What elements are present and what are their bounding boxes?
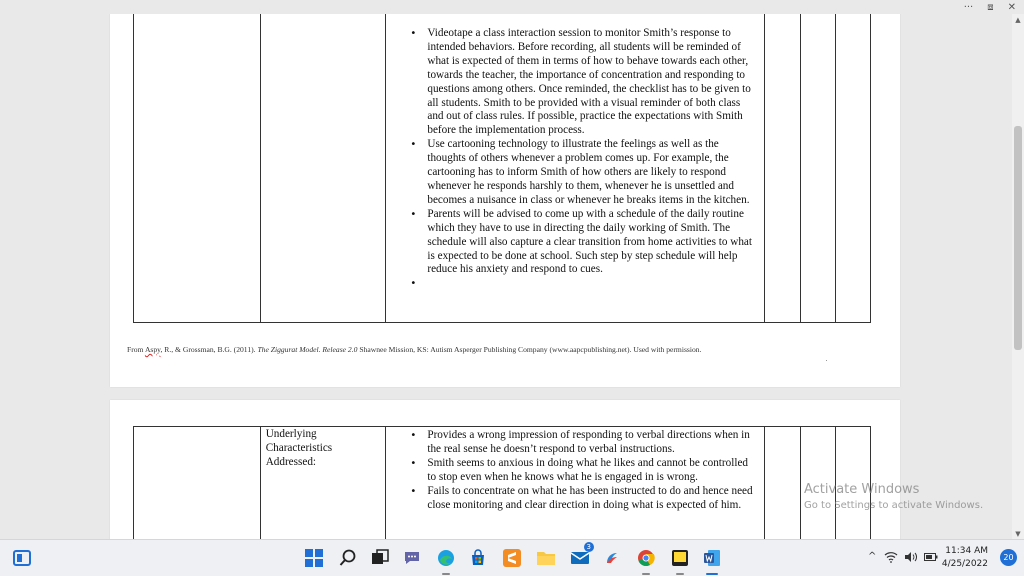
list-item: • Smith seems to anxious in doing what he likes and cannot be controlled to stop even when he knows what he is engaged in is wrong. <box>386 457 764 485</box>
edge-icon[interactable] <box>434 546 458 570</box>
table-cell[interactable] <box>765 427 800 541</box>
scroll-up-icon[interactable]: ▲ <box>1015 16 1021 24</box>
notification-badge[interactable]: 20 <box>1000 549 1017 566</box>
characteristics-cell[interactable] <box>386 427 765 541</box>
wifi-icon[interactable] <box>882 548 900 566</box>
volume-icon[interactable] <box>902 548 920 566</box>
document-page-1 <box>110 14 900 387</box>
mail-icon[interactable] <box>568 543 592 570</box>
battery-icon[interactable] <box>922 548 940 566</box>
table-cell[interactable] <box>260 14 386 323</box>
table-cell[interactable] <box>800 14 835 323</box>
characteristics-list <box>386 427 764 512</box>
watermark-subtitle: Go to Settings to activate Windows. <box>804 500 984 511</box>
clock-date: 4/25/2022 <box>941 559 988 569</box>
table-cell[interactable] <box>765 14 800 323</box>
close-icon[interactable]: ✕ <box>1007 1 1016 13</box>
citation-rest: , R., & Grossman, B.G. (2011). <box>160 345 258 354</box>
file-explorer-icon[interactable] <box>534 546 558 570</box>
mail-badge: 3 <box>584 542 594 552</box>
word-icon[interactable] <box>700 546 724 570</box>
label-cell[interactable] <box>260 427 386 541</box>
store-icon[interactable] <box>466 546 490 570</box>
table-cell[interactable] <box>835 14 870 323</box>
citation-note <box>127 345 701 354</box>
watermark-title: Activate Windows <box>804 482 920 497</box>
running-indicator <box>442 573 450 575</box>
active-indicator <box>706 573 718 575</box>
table-cell[interactable] <box>134 14 261 323</box>
list-item: • Parents will be advised to come up with a schedule of the daily routine which they have to use in directing the daily working of Smith. The schedule will also capture a clear transition from home activities to what is expected to be done at school. Such step by step schedule will help reduce his anxiety and respond to cues. <box>386 208 764 278</box>
snap-layout-icon[interactable] <box>10 546 34 570</box>
document-workspace <box>0 14 1012 540</box>
running-indicator <box>642 573 650 575</box>
intervention-list <box>386 14 764 291</box>
list-item: • Fails to concentrate on what he has been instructed to do and hence need close monitoring and clear direction in doing what is expected of him. <box>386 485 764 513</box>
search-icon[interactable] <box>336 546 360 570</box>
list-item: • Use cartooning technology to illustrate the feelings as well as the thoughts of others whenever a problem comes up. For example, the cartooning has to inform Smith of how others are likely to respond whenever he responds harshly to them, whenever he is unsettled and becomes a nuisance in class or whenever he breaks items in the kitchen. <box>386 138 764 208</box>
windows-start-icon[interactable] <box>302 546 326 570</box>
spelling-error-word[interactable]: Aspy <box>144 345 161 354</box>
scrollbar-thumb[interactable] <box>1014 126 1022 350</box>
citation-title: The Ziggurat Model. Release 2.0 <box>257 345 358 354</box>
window-controls <box>964 0 1024 14</box>
document-page-2 <box>110 400 900 540</box>
scroll-down-icon[interactable]: ▼ <box>1015 530 1021 538</box>
citation-prefix: From <box>127 345 145 354</box>
citation-suffix: Shawnee Mission, KS: Autism Asperger Publishing Company (www.aapcpublishing.net). Used with permission. <box>357 345 702 354</box>
chrome-icon[interactable] <box>634 546 658 570</box>
vertical-scrollbar[interactable] <box>1012 14 1024 540</box>
app-icon[interactable] <box>600 546 624 570</box>
activate-windows-watermark <box>804 482 983 511</box>
restore-icon[interactable]: ⧈ <box>987 1 994 13</box>
table-cell[interactable] <box>134 427 261 541</box>
sticky-notes-icon[interactable] <box>668 546 692 570</box>
taskbar <box>0 539 1024 576</box>
task-view-icon[interactable] <box>368 546 392 570</box>
clock[interactable] <box>942 545 988 571</box>
interventions-cell[interactable] <box>386 14 765 323</box>
intervention-table <box>133 426 871 540</box>
table-row <box>134 427 871 541</box>
list-item: • Provides a wrong impression of responding to verbal directions when in the real sense he doesn’t respond to verbal instructions. <box>386 429 764 457</box>
sublime-icon[interactable] <box>500 546 524 570</box>
empty-list-item <box>386 277 764 291</box>
table-row <box>134 14 871 323</box>
tray-chevron-icon[interactable]: ^ <box>868 551 877 562</box>
intervention-table <box>133 14 871 323</box>
more-options-icon[interactable]: ··· <box>963 1 974 13</box>
teams-chat-icon[interactable] <box>400 546 424 570</box>
page-mark <box>826 360 827 361</box>
characteristics-label: Underlying Characteristics Addressed: <box>265 428 333 468</box>
list-item: • Videotape a class interaction session to monitor Smith’s response to intended behaviors. Before recording, all students will be reminded of what is expected of them in terms of how to behave towards each other, towards the teacher, the importance of concentration and responding to questions among others. Once reminded, the checklist has to be given to all students. Smith to be provided with a visual reminder of both class and out of class rules. If possible, practice the expectations with Smith before the implementation process. <box>386 27 764 138</box>
running-indicator <box>676 573 684 575</box>
clock-time: 11:34 AM <box>945 546 988 556</box>
